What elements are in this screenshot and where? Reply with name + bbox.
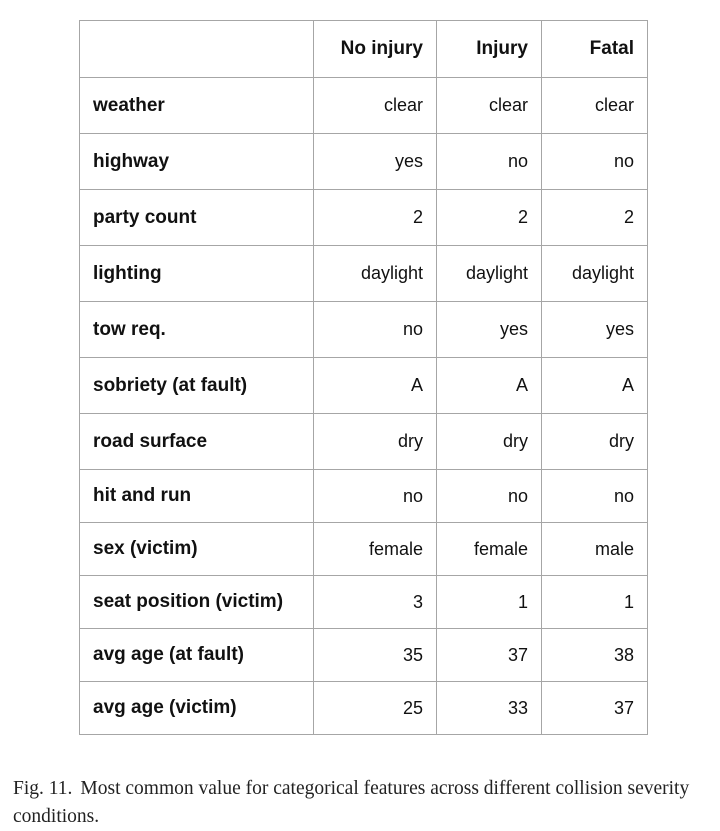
figure-number: Fig. 11. — [13, 778, 73, 799]
table-cell: A — [314, 358, 437, 414]
table-cell: female — [437, 523, 542, 576]
table-row — [80, 246, 648, 302]
row-label: sex (victim) — [80, 523, 314, 576]
row-label: sobriety (at fault) — [80, 358, 314, 414]
header-cell-injury: Injury — [437, 21, 542, 78]
table-cell: no — [437, 134, 542, 190]
header-cell-fatal: Fatal — [542, 21, 648, 78]
table-cell: 25 — [314, 682, 437, 735]
table-cell: 1 — [437, 576, 542, 629]
table-row — [80, 576, 648, 629]
table-cell: 35 — [314, 629, 437, 682]
table-cell: 33 — [437, 682, 542, 735]
table-cell: daylight — [542, 246, 648, 302]
table-cell: no — [542, 134, 648, 190]
table-cell: 2 — [314, 190, 437, 246]
row-label: road surface — [80, 414, 314, 470]
row-label: hit and run — [80, 470, 314, 523]
table-cell: 2 — [437, 190, 542, 246]
table-row — [80, 629, 648, 682]
table-row — [80, 682, 648, 735]
table-cell: no — [437, 470, 542, 523]
table-row — [80, 134, 648, 190]
table-cell: clear — [542, 78, 648, 134]
header-cell-empty — [80, 21, 314, 78]
row-label: tow req. — [80, 302, 314, 358]
table-cell: no — [542, 470, 648, 523]
row-label: avg age (victim) — [80, 682, 314, 735]
table-cell: no — [314, 302, 437, 358]
table-cell: yes — [314, 134, 437, 190]
row-label: avg age (at fault) — [80, 629, 314, 682]
data-table — [79, 20, 648, 735]
header-cell-no-injury: No injury — [314, 21, 437, 78]
table-cell: 37 — [542, 682, 648, 735]
table-row — [80, 358, 648, 414]
table-cell: daylight — [314, 246, 437, 302]
table-cell: dry — [542, 414, 648, 470]
table-row — [80, 414, 648, 470]
table-cell: daylight — [437, 246, 542, 302]
table-cell: female — [314, 523, 437, 576]
table-cell: clear — [437, 78, 542, 134]
table-row — [80, 190, 648, 246]
row-label: lighting — [80, 246, 314, 302]
table-cell: male — [542, 523, 648, 576]
table-cell: 37 — [437, 629, 542, 682]
table-cell: 38 — [542, 629, 648, 682]
table-cell: yes — [542, 302, 648, 358]
table-row — [80, 78, 648, 134]
figure-caption — [13, 775, 718, 831]
table-cell: 1 — [542, 576, 648, 629]
row-label: seat position (victim) — [80, 576, 314, 629]
table-cell: 3 — [314, 576, 437, 629]
row-label: weather — [80, 78, 314, 134]
table-row — [80, 470, 648, 523]
table-row — [80, 302, 648, 358]
table-row — [80, 523, 648, 576]
table-cell: no — [314, 470, 437, 523]
caption-text: Most common value for categorical features across different collision severity conditions. — [13, 778, 690, 827]
table-cell: clear — [314, 78, 437, 134]
table-cell: 2 — [542, 190, 648, 246]
table-cell: dry — [437, 414, 542, 470]
row-label: highway — [80, 134, 314, 190]
figure-table — [79, 20, 648, 735]
header-row — [80, 21, 648, 78]
table-cell: A — [437, 358, 542, 414]
table-cell: dry — [314, 414, 437, 470]
row-label: party count — [80, 190, 314, 246]
table-cell: yes — [437, 302, 542, 358]
table-cell: A — [542, 358, 648, 414]
